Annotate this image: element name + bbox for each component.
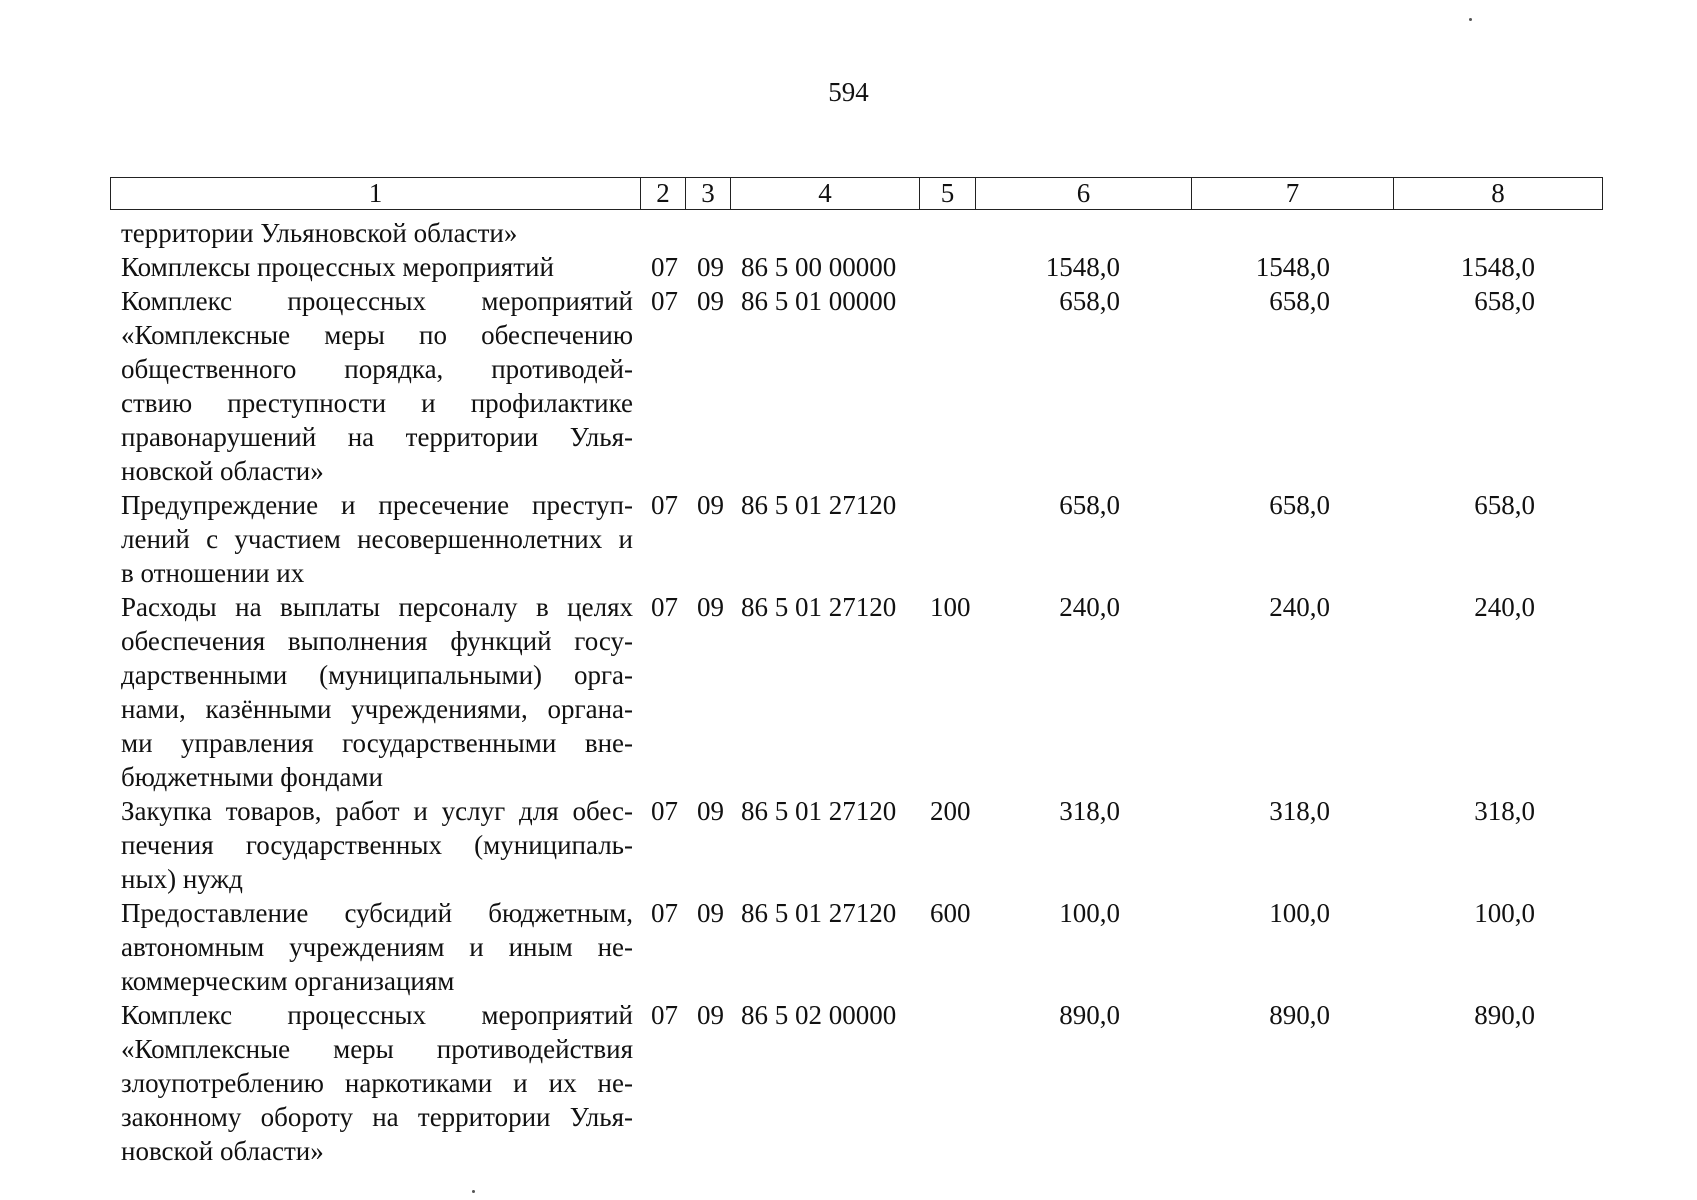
section-code: 07	[651, 796, 678, 826]
amount-col-8: 658,0	[1474, 286, 1535, 316]
amount-col-6: 318,0	[1059, 796, 1120, 826]
amount-col-6: 100,0	[1059, 898, 1120, 928]
section-code: 07	[651, 1000, 678, 1030]
expense-type-code: 200	[930, 796, 971, 826]
expense-type-code: 100	[930, 592, 971, 622]
amount-col-6: 658,0	[1059, 286, 1120, 316]
name-line: Предоставление субсидий бюджетным,	[121, 898, 633, 928]
amount-col-7: 240,0	[1269, 592, 1330, 622]
row-name	[121, 284, 633, 488]
name-line: печения государственных (муниципаль-	[121, 830, 633, 860]
section-code: 07	[651, 898, 678, 928]
name-line: новской области»	[121, 1136, 324, 1166]
row-name	[121, 590, 633, 794]
subsection-code: 09	[697, 286, 724, 316]
name-line: нами, казёнными учреждениями, органа-	[121, 694, 633, 724]
name-line: Комплекс процессных мероприятий	[121, 286, 633, 316]
name-line: территории Ульяновской области»	[121, 218, 518, 248]
section-code: 07	[651, 490, 678, 520]
subsection-code: 09	[697, 796, 724, 826]
amount-col-6: 240,0	[1059, 592, 1120, 622]
header-col-5: 5	[920, 178, 976, 210]
name-line: злоупотреблению наркотиками и их не-	[121, 1068, 633, 1098]
name-line: автономным учреждениям и иным не-	[121, 932, 633, 962]
expense-type-code: 600	[930, 898, 971, 928]
amount-col-6: 1548,0	[1045, 252, 1120, 282]
name-line: Комплексы процессных мероприятий	[121, 252, 554, 282]
target-article-code: 86 5 01 00000	[741, 286, 897, 316]
subsection-code: 09	[697, 1000, 724, 1030]
amount-col-8: 240,0	[1474, 592, 1535, 622]
amount-col-6: 658,0	[1059, 490, 1120, 520]
row-name	[121, 250, 633, 284]
subsection-code: 09	[697, 252, 724, 282]
section-code: 07	[651, 592, 678, 622]
header-col-3: 3	[686, 178, 731, 210]
amount-col-7: 890,0	[1269, 1000, 1330, 1030]
name-line: «Комплексные меры противодействия	[121, 1034, 633, 1064]
row-name	[121, 488, 633, 590]
amount-col-7: 318,0	[1269, 796, 1330, 826]
name-line: бюджетными фондами	[121, 762, 383, 792]
subsection-code: 09	[697, 592, 724, 622]
section-code: 07	[651, 252, 678, 282]
target-article-code: 86 5 01 27120	[741, 898, 897, 928]
header-col-6: 6	[976, 178, 1192, 210]
name-line: ствию преступности и профилактике	[121, 388, 633, 418]
name-line: дарственными (муниципальными) орга-	[121, 660, 633, 690]
row-name	[121, 216, 633, 250]
amount-col-6: 890,0	[1059, 1000, 1120, 1030]
header-col-7: 7	[1192, 178, 1394, 210]
name-line: Комплекс процессных мероприятий	[121, 1000, 633, 1030]
subsection-code: 09	[697, 898, 724, 928]
page-number: 594	[828, 77, 869, 107]
header-col-8: 8	[1394, 178, 1603, 210]
name-line: новской области»	[121, 456, 324, 486]
amount-col-8: 890,0	[1474, 1000, 1535, 1030]
amount-col-7: 658,0	[1269, 490, 1330, 520]
target-article-code: 86 5 01 27120	[741, 796, 897, 826]
target-article-code: 86 5 02 00000	[741, 1000, 897, 1030]
name-line: законному обороту на территории Улья-	[121, 1102, 633, 1132]
header-col-4: 4	[731, 178, 920, 210]
target-article-code: 86 5 00 00000	[741, 252, 897, 282]
scan-speck	[1469, 18, 1472, 21]
amount-col-8: 1548,0	[1460, 252, 1535, 282]
row-name	[121, 896, 633, 998]
name-line: обеспечения выполнения функций госу-	[121, 626, 633, 656]
name-line: ных) нужд	[121, 864, 243, 894]
section-code: 07	[651, 286, 678, 316]
header-col-2: 2	[641, 178, 686, 210]
amount-col-7: 1548,0	[1255, 252, 1330, 282]
name-line: коммерческим организациям	[121, 966, 455, 996]
name-line: в отношении их	[121, 558, 305, 588]
subsection-code: 09	[697, 490, 724, 520]
row-name	[121, 794, 633, 896]
name-line: лений с участием несовершеннолетних и	[121, 524, 633, 554]
target-article-code: 86 5 01 27120	[741, 490, 897, 520]
amount-col-8: 318,0	[1474, 796, 1535, 826]
scan-speck	[472, 1190, 475, 1193]
table-header	[110, 177, 1603, 210]
target-article-code: 86 5 01 27120	[741, 592, 897, 622]
header-col-1: 1	[111, 178, 641, 210]
amount-col-7: 100,0	[1269, 898, 1330, 928]
row-name	[121, 998, 633, 1168]
amount-col-8: 100,0	[1474, 898, 1535, 928]
name-line: правонарушений на территории Улья-	[121, 422, 633, 452]
name-line: Закупка товаров, работ и услуг для обес-	[121, 796, 633, 826]
name-line: ми управления государственными вне-	[121, 728, 633, 758]
amount-col-8: 658,0	[1474, 490, 1535, 520]
name-line: общественного порядка, противодей-	[121, 354, 633, 384]
name-line: Предупреждение и пресечение преступ-	[121, 490, 633, 520]
amount-col-7: 658,0	[1269, 286, 1330, 316]
name-line: «Комплексные меры по обеспечению	[121, 320, 633, 350]
name-line: Расходы на выплаты персоналу в целях	[121, 592, 633, 622]
